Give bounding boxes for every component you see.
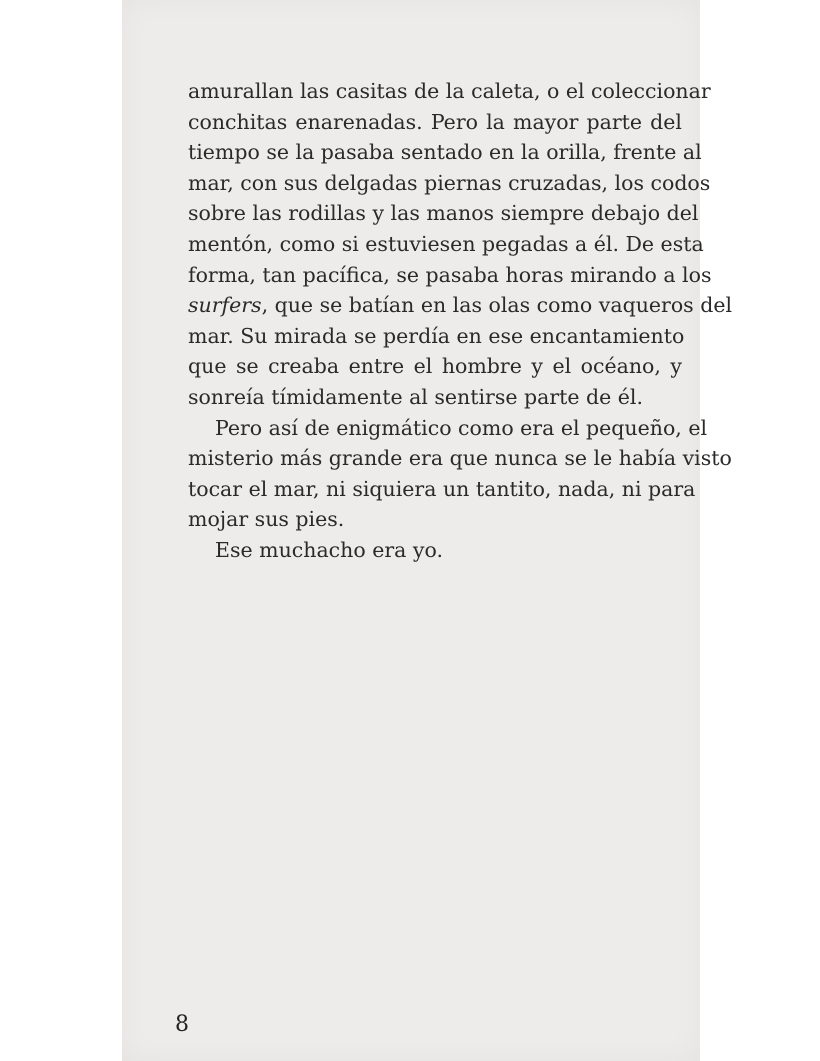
text-line: que se creaba entre el hombre y el océano, y [188,354,682,379]
body-text [188,76,733,566]
text-line: sobre las rodillas y las manos siempre debajo del [188,201,699,226]
text-line: mar. Su mirada se perdía en ese encantamiento [188,323,685,348]
text-line: misterio más grande era que nunca se le había visto [188,446,732,471]
text-line: conchitas enarenadas. Pero la mayor parte del [188,109,682,134]
text-line: amurallan las casitas de la caleta, o el coleccionar [188,79,711,103]
text-line: Ese muchacho era yo. [215,537,443,562]
text-line: sonreía tímidamente al sentirse parte de él. [188,384,644,409]
text-fragment: , que se batían en las olas como vaqueros del [261,293,733,318]
italic-word: surfers [188,293,262,318]
text-line: tiempo se la pasaba sentado en la orilla, frente al [188,140,702,165]
page-number: 8 [175,1012,189,1037]
text-line: Pero así de enigmático como era el pequeño, el [215,415,708,440]
text-line [188,290,733,321]
text-line: mojar sus pies. [188,507,345,532]
text-line: mentón, como si estuviesen pegadas a él. De esta [188,231,704,256]
text-line: forma, tan pacífica, se pasaba horas mirando a los [188,262,712,287]
text-line: tocar el mar, ni siquiera un tantito, nada, ni para [188,476,696,501]
text-line: mar, con sus delgadas piernas cruzadas, los codos [188,170,711,195]
